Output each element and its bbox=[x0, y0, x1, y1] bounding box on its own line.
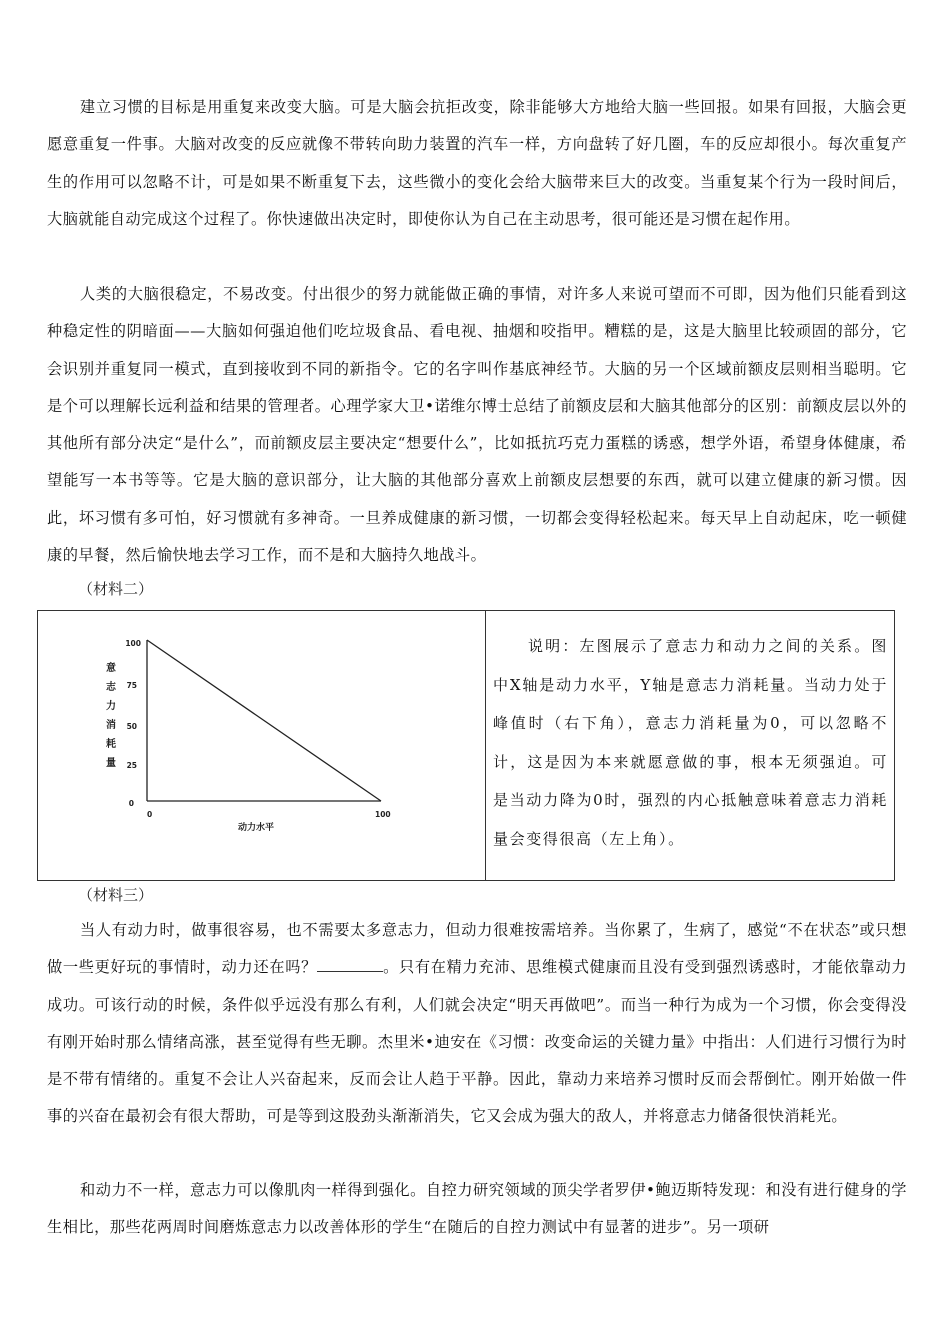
paragraph-habit-goal: 建立习惯的目标是用重复来改变大脑。可是大脑会抗拒改变，除非能够大方地给大脑一些回报。如果有回报，大脑会更愿意重复一件事。大脑对改变的反应就像不带转向助力装置的汽车一样，方向盘转了好几圈，车的反应却很小。每次重复产生的作用可以忽略不计，可是如果不断重复下去，这些微小的变化会给大脑带来巨大的改变。当重复某个行为一段时间后，大脑就能自动完成这个过程了。你快速做出决定时，即使你认为自己在主动思考，很可能还是习惯在起作用。 bbox=[47, 98, 907, 228]
material-2-box bbox=[37, 610, 895, 881]
paragraph-willpower: 和动力不一样，意志力可以像肌肉一样得到强化。自控力研究领域的顶尖学者罗伊•鲍迈斯特发现：和没有进行健身的学生相比，那些花两周时间磨炼意志力以改善体形的学生“在随后的自控力测试中有显著的进步”。另一项研 bbox=[47, 1181, 907, 1237]
x-axis-ticks bbox=[147, 810, 391, 819]
svg-text:100: 100 bbox=[375, 810, 391, 819]
x-axis-label: 动力水平 bbox=[238, 823, 275, 833]
svg-text:力: 力 bbox=[106, 701, 116, 712]
svg-text:志: 志 bbox=[106, 682, 116, 693]
fill-in-blank[interactable] bbox=[317, 957, 383, 972]
y-axis-label bbox=[106, 661, 117, 769]
svg-text:0: 0 bbox=[147, 810, 153, 819]
svg-text:0: 0 bbox=[128, 799, 134, 808]
svg-text:消: 消 bbox=[106, 720, 116, 731]
y-axis-ticks bbox=[125, 639, 141, 808]
paragraph-motivation bbox=[47, 912, 907, 1136]
material-2-label: （材料二） bbox=[78, 580, 154, 598]
svg-text:100: 100 bbox=[125, 639, 141, 648]
chart-explanation: 说明：左图展示了意志力和动力之间的关系。图中X轴是动力水平，Y轴是意志力消耗量。当动力处于峰值时（右下角），意志力消耗量为0，可以忽略不计，这是因为本来就愿意做的事，根本无须强迫。可是当动力降为0时，强烈的内心抵触意味着意志力消耗量会变得很高（左上角）。 bbox=[493, 637, 888, 848]
paragraph-motivation-part2: 。只有在精力充沛、思维模式健康而且没有受到强烈诱惑时，才能依靠动力成功。可该行动的时候，条件似乎远没有那么有利，人们就会决定“明天再做吧”。而当一种行为成为一个习惯，你会变得没有刚开始时那么情绪高涨，甚至觉得有些无聊。杰里米•迪安在《习惯：改变命运的关键力量》中指出：人们进行习惯行为时是不带有情绪的。重复不会让人兴奋起来，反而会让人趋于平静。因此，靠动力来培养习惯时反而会帮倒忙。刚开始做一件事的兴奋在最初会有很大帮助，可是等到这股劲头渐渐消失，它又会成为强大的敌人，并将意志力储备很快消耗光。 bbox=[47, 958, 908, 1126]
material-3-label: （材料三） bbox=[78, 886, 154, 904]
svg-text:意: 意 bbox=[106, 663, 116, 674]
svg-text:50: 50 bbox=[126, 722, 137, 731]
chart-svg bbox=[38, 611, 485, 881]
svg-text:25: 25 bbox=[126, 761, 137, 770]
paragraph-brain-stability: 人类的大脑很稳定，不易改变。付出很少的努力就能做正确的事情，对许多人来说可望而不可即，因为他们只能看到这种稳定性的阴暗面——大脑如何强迫他们吃垃圾食品、看电视、抽烟和咬指甲。糟糕的是，这是大脑里比较顽固的部分，它会识别并重复同一模式，直到接收到不同的新指令。它的名字叫作基底神经节。大脑的另一个区域前额皮层则相当聪明。它是个可以理解长远利益和结果的管理者。心理学家大卫•诺维尔博士总结了前额皮层和大脑其他部分的区别：前额皮层以外的其他所有部分决定“是什么”，而前额皮层主要决定“想要什么”，比如抵抗巧克力蛋糕的诱惑，想学外语，希望身体健康，希望能写一本书等等。它是大脑的意识部分，让大脑的其他部分喜欢上前额皮层想要的东西，就可以建立健康的新习惯。因此，坏习惯有多可怕，好习惯就有多神奇。一旦养成健康的新习惯，一切都会变得轻松起来。每天早上自动起床，吃一顿健康的早餐，然后愉快地去学习工作，而不是和大脑持久地战斗。 bbox=[47, 285, 907, 565]
svg-text:75: 75 bbox=[126, 681, 137, 690]
box-divider bbox=[485, 611, 486, 880]
data-line bbox=[147, 640, 381, 801]
svg-text:耗: 耗 bbox=[106, 739, 116, 750]
willpower-motivation-chart bbox=[38, 611, 485, 881]
paragraph-motivation-part1: 当人有动力时，做事很容易，也不需要太多意志力，但动力很难按需培养。当你累了，生病了，感觉“不在状态”或只想做一些更好玩的事情时，动力还在吗？ bbox=[47, 921, 907, 977]
svg-text:量: 量 bbox=[106, 758, 116, 769]
